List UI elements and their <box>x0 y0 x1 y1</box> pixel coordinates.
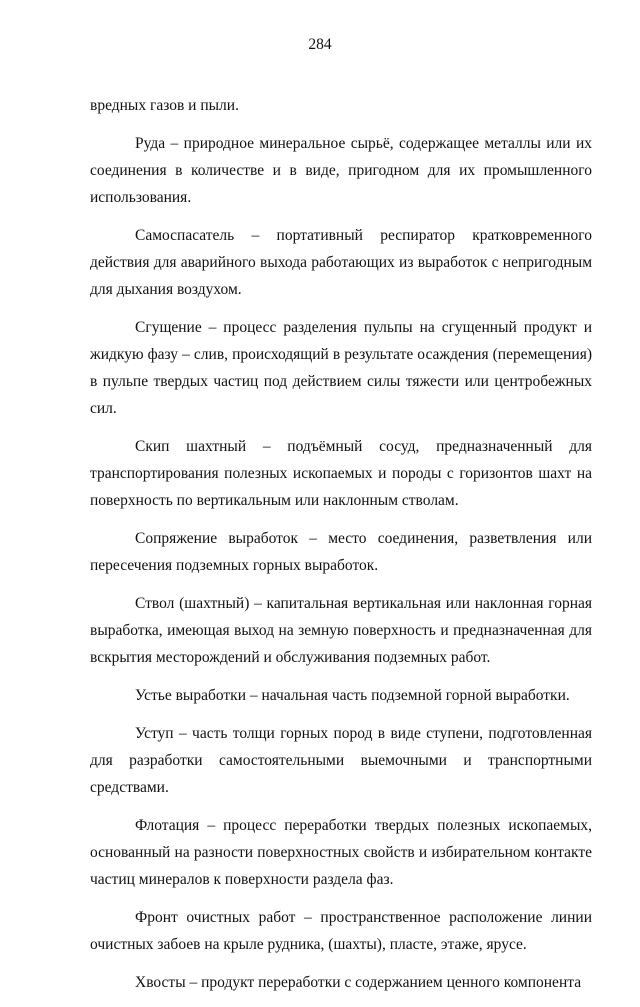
document-body <box>90 92 592 1007</box>
paragraph-khvosty: Хвосты – продукт переработки с содержанием ценного компонента <box>135 974 582 991</box>
paragraph-ruda: Руда – природное минеральное сырьё, содержащее металлы или их соединения в количестве и в виде, пригодном для их промышленного использования. <box>90 135 592 206</box>
paragraph-samospasatel: Самоспасатель – портативный респиратор кратковременного действия для аварийного выхода работающих из выработок с непригодным для дыхания воздухом. <box>90 227 592 298</box>
paragraph-sopryazhenie: Сопряжение выработок – место соединения, разветвления или пересечения подземных горных выработок. <box>90 530 592 574</box>
page-number: 284 <box>308 36 332 53</box>
paragraph-continuation: вредных газов и пыли. <box>90 97 239 114</box>
paragraph-sgushchenie: Сгущение – процесс разделения пульпы на сгущенный продукт и жидкую фазу – слив, происходящий в результате осаждения (перемещения) в пульпе твердых частиц под действием силы тяжести или центробежных сил. <box>90 319 592 417</box>
paragraph-front: Фронт очистных работ – пространственное расположение линии очистных забоев на крыле рудника, (шахты), пласте, этаже, ярусе. <box>90 909 592 953</box>
paragraph-ustye: Устье выработки – начальная часть подземной горной выработки. <box>135 687 570 704</box>
paragraph-ustup: Уступ – часть толщи горных пород в виде ступени, подготовленная для разработки самостоятельными выемочными и транспортными средствами. <box>90 725 592 796</box>
paragraph-stvol: Ствол (шахтный) – капитальная вертикальная или наклонная горная выработка, имеющая выход на земную поверхность и предназначенная для вскрытия месторождений и обслуживания подземных работ. <box>90 595 592 666</box>
paragraph-skip: Скип шахтный – подъёмный сосуд, предназначенный для транспортирования полезных ископаемых и породы с горизонтов шахт на поверхность по вертикальным или наклонным стволам. <box>90 438 592 509</box>
paragraph-flotatsiya: Флотация – процесс переработки твердых полезных ископаемых, основанный на разности поверхностных свойств и избирательном контакте частиц минералов к поверхности раздела фаз. <box>90 817 592 888</box>
